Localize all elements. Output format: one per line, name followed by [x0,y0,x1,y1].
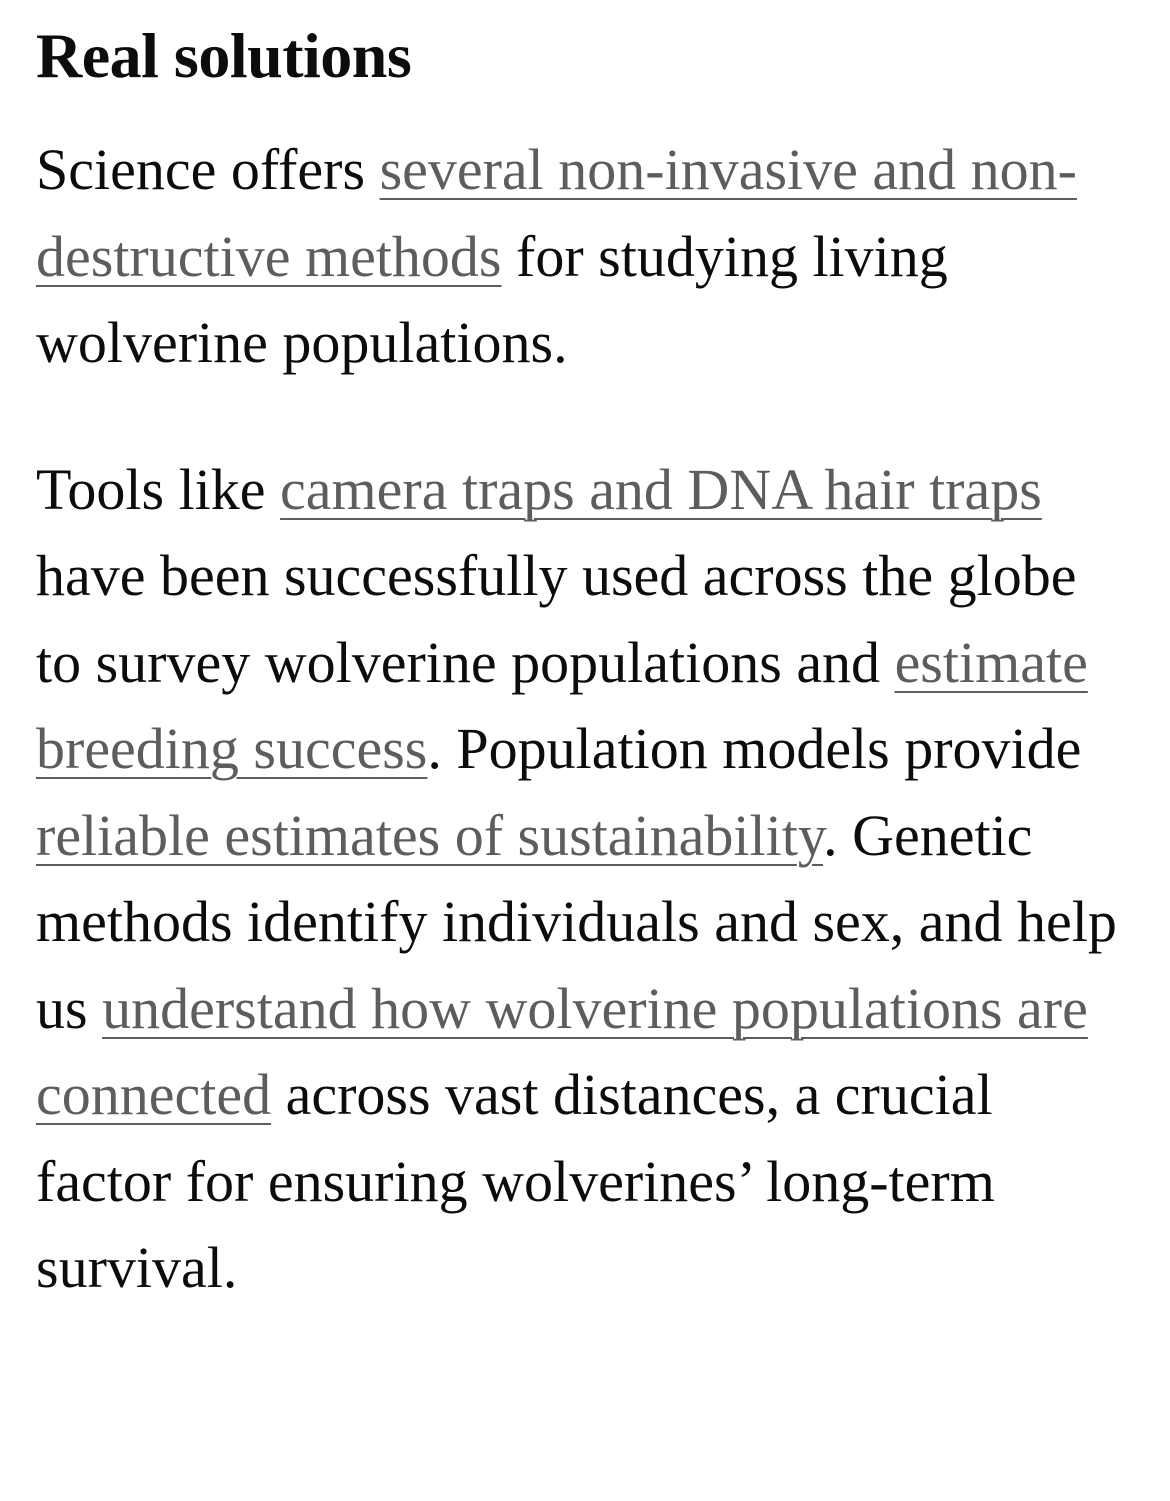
link-breeding-success[interactable]: estimate breeding success [36,629,1088,781]
paragraph-text: for studying living wolverine populations. [36,223,948,375]
paragraph-text: . Genetic methods identify individuals and sex, and help us [36,802,1117,1041]
paragraph-text: . Population models provide [427,716,1082,781]
link-camera-dna-traps[interactable]: camera traps and DNA hair traps [280,456,1042,522]
paragraph-text: Tools like [36,456,281,522]
paragraph-text: across vast distances, a crucial factor for ensuring wolverines’ long-term survival. [36,1062,995,1300]
link-sustainability-estimates[interactable]: reliable estimates of sustainability [36,802,824,868]
paragraph-tools [36,447,1134,1312]
paragraph-text: have been successfully used across the globe to survey wolverine populations and [36,543,1077,695]
section-heading: Real solutions [36,20,412,91]
paragraph-text: Science offers [36,137,380,202]
link-population-connectivity[interactable]: understand how wolverine populations are connected [36,975,1088,1127]
link-non-invasive-methods[interactable]: several non-invasive and non-destructive methods [36,137,1077,289]
paragraph-intro [36,127,1134,387]
